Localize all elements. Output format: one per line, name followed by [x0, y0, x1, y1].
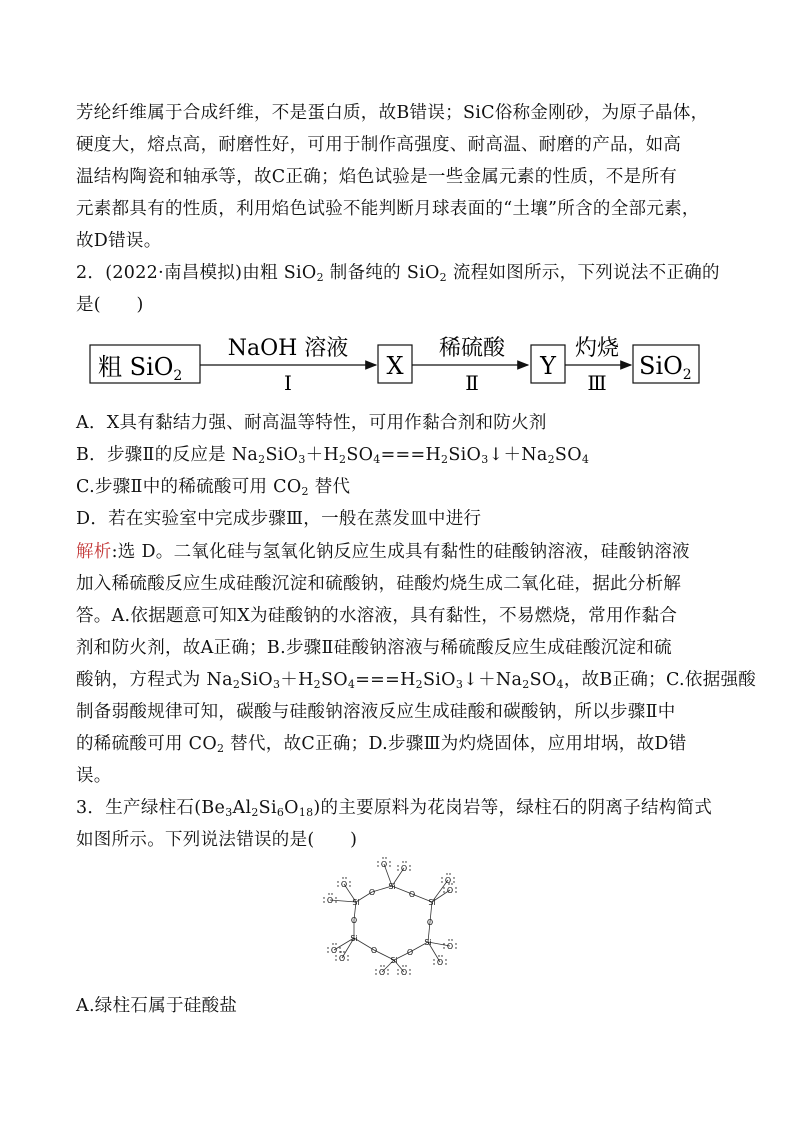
q2-flow-diagram — [76, 325, 716, 405]
bridging-oxygen-atom: O — [368, 888, 376, 897]
q3-stem-line-2: 如图所示。下列说法错误的是( ) — [76, 830, 358, 850]
silicon-atom: Si — [428, 898, 436, 907]
q2-analysis-line-7: 的稀硫酸可用 $CO_2$ 替代，故C正确；D.步骤Ⅲ为灼烧固体，应用坩埚，故D错 — [76, 734, 687, 755]
q3-stem-line-1: 3．生产绿柱石$(Be_3Al_2Si_6O_{18})$的主要原料为花岗岩等，绿柱石的阴离子结构简式 — [76, 798, 713, 819]
arrow3-step-label: Ⅲ — [587, 371, 607, 395]
silicon-atom: Si — [424, 938, 432, 947]
bridging-oxygen-atom: O — [426, 918, 434, 927]
terminal-oxygen-atom: O — [330, 946, 338, 955]
q2-stem-line-2: 是( ) — [76, 295, 144, 315]
svg-text:SiO2: SiO$_2$ — [639, 352, 692, 383]
silicon-atom: Si — [352, 898, 360, 907]
q2-analysis-line-8: 误。 — [76, 766, 112, 786]
bridging-oxygen-atom: O — [370, 946, 378, 955]
q2-option-a: A．X具有黏结力强、耐高温等特性，可用作黏合剂和防火剂 — [76, 413, 547, 433]
svg-text:Y: Y — [540, 352, 556, 380]
terminal-oxygen-atom: O — [446, 886, 454, 895]
bridging-oxygen-atom: O — [406, 948, 414, 957]
flow-box-x — [378, 345, 412, 383]
terminal-oxygen-atom: O — [378, 968, 386, 977]
silicon-atom: Si — [390, 956, 398, 965]
arrow2-reagent-label: 稀硫酸 — [438, 336, 506, 361]
bridging-oxygen-atom: O — [408, 890, 416, 899]
q2-analysis-line-1: 解析:选 D。二氧化硅与氢氧化钠反应生成具有黏性的硅酸钠溶液，硅酸钠溶液 — [76, 542, 690, 562]
q1-text-line-1: 芳纶纤维属于合成纤维，不是蛋白质，故B错误；SiC俗称金刚砂，为原子晶体， — [76, 103, 709, 123]
q2-option-b: B．步骤Ⅱ的反应是 $Na_2SiO_3+H_2SO_4===H_2SiO_3↓+Na_2SO_4$ — [76, 445, 590, 466]
q2-analysis-line-2: 加入稀硫酸反应生成硅酸沉淀和硫酸钠，硅酸灼烧生成二氧化硅，据此分析解 — [76, 574, 682, 594]
flow-box-y — [531, 345, 565, 383]
terminal-oxygen-atom: O — [400, 968, 408, 977]
terminal-oxygen-atom: O — [436, 958, 444, 967]
terminal-oxygen-atom: O — [340, 880, 348, 889]
arrow3-reagent-label: 灼烧 — [574, 336, 620, 361]
terminal-oxygen-atom: O — [326, 896, 334, 905]
q2-analysis-line-6: 制备弱酸规律可知，碳酸与硅酸钠溶液反应生成硅酸和碳酸钠，所以步骤Ⅱ中 — [76, 702, 676, 722]
flow-arrow-step-2 — [412, 336, 528, 395]
terminal-oxygen-atom: O — [338, 954, 346, 963]
flow-arrow-step-1 — [200, 336, 376, 395]
q1-text-line-2: 硬度大，熔点高，耐磨性好，可用于制作高强度、耐高温、耐磨的产品，如高 — [76, 135, 682, 155]
arrow1-step-label: Ⅰ — [284, 371, 292, 395]
q2-stem-line-1: 2．(2022·南昌模拟)由粗 SiO$_2$ 制备纯的 SiO$_2$ 流程如图所示，下列说法不正确的 — [76, 263, 720, 284]
q2-analysis-line-4: 剂和防火剂，故A正确；B.步骤Ⅱ硅酸钠溶液与稀硫酸反应生成硅酸沉淀和硫 — [76, 638, 672, 658]
terminal-oxygen-atom: O — [444, 876, 452, 885]
svg-text:X: X — [386, 352, 404, 380]
arrow2-step-label: Ⅱ — [465, 371, 479, 395]
bridging-oxygen-atom: O — [350, 916, 358, 925]
silicon-atom: Si — [388, 882, 396, 891]
q3-option-a: A.绿柱石属于硅酸盐 — [76, 996, 238, 1016]
flow-box-pure-sio2 — [633, 345, 699, 383]
q2-option-c: C.步骤Ⅱ中的稀硫酸可用 $CO_2$ 替代 — [76, 477, 351, 498]
arrow1-reagent-label: NaOH 溶液 — [227, 336, 349, 361]
terminal-oxygen-atom: O — [446, 942, 454, 951]
terminal-oxygen-atom: O — [380, 860, 388, 869]
q2-option-d: D．若在实验室中完成步骤Ⅲ，一般在蒸发皿中进行 — [76, 509, 482, 529]
q1-text-line-5: 故D错误。 — [76, 231, 162, 251]
terminal-oxygen-atom: O — [400, 864, 408, 873]
svg-text:粗 SiO2: 粗 SiO$_2$ — [98, 353, 183, 384]
q2-analysis-line-3: 答。A.依据题意可知X为硅酸钠的水溶液，具有黏性，不易燃烧，常用作黏合 — [76, 606, 678, 626]
q2-analysis-line-5: 酸钠，方程式为 $Na_2SiO_3+H_2SO_4===H_2SiO_3↓+Na_2SO_4$，故B正确；C.依据强酸 — [76, 670, 757, 691]
q1-text-line-4: 元素都具有的性质，利用焰色试验不能判断月球表面的“土壤”所含的全部元素， — [76, 199, 700, 219]
analysis-label: 解析 — [76, 542, 112, 562]
flow-arrow-step-3 — [565, 336, 631, 395]
q1-text-line-3: 温结构陶瓷和轴承等，故C正确；焰色试验是一些金属元素的性质，不是所有 — [76, 167, 678, 187]
silicate-ring-structure — [320, 854, 476, 978]
flow-box-crude-sio2 — [90, 345, 200, 384]
silicon-atom: Si — [350, 934, 358, 943]
